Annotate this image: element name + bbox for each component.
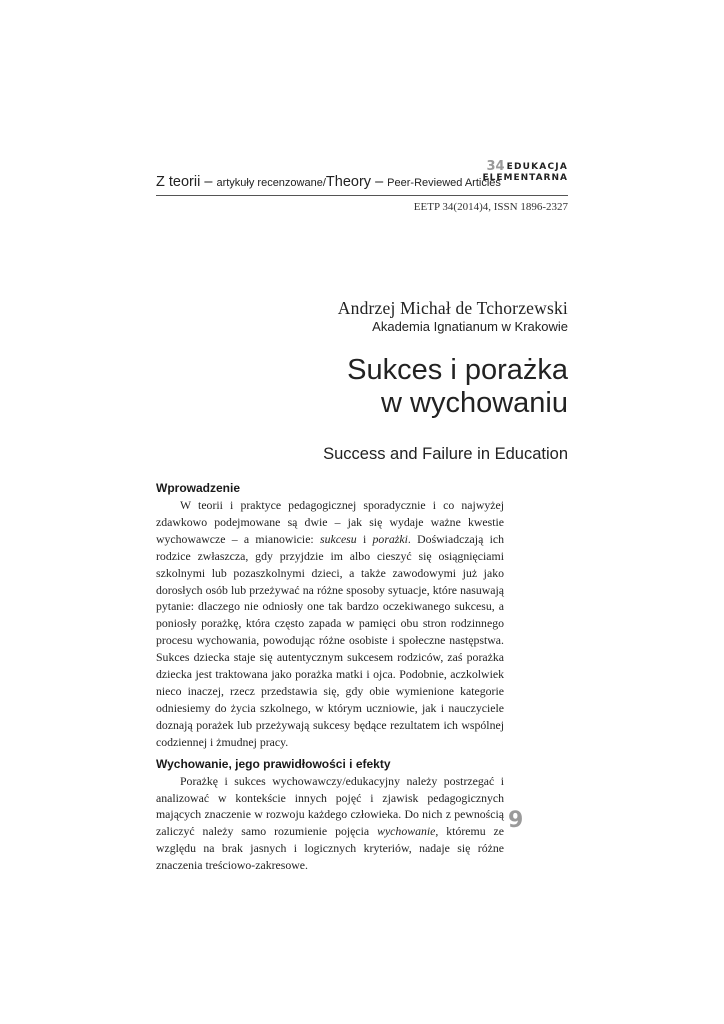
section-heading-introduction: Wprowadzenie — [156, 481, 241, 495]
text-run: Porażkę i sukces wychowawczy/edukacyjny należy postrzegać i analizować w kontekście innych pojęć i zjawisk pedagogicznych mających znaczenie w rozwoju każdego człowieka. Do nich z pewnością zaliczyć należy samo rozumienie pojęcia — [156, 773, 504, 839]
emphasis-term: sukcesu — [319, 531, 357, 546]
dash: – — [200, 174, 217, 190]
text-run: W teorii i praktyce pedagogicznej sporadycznie i co najwyżej zdawkowo podejmowane są dwie – jak się wydaje ważne kwestie wychowawcze – a mianowicie: — [156, 498, 504, 546]
title-line-2: w wychowaniu — [381, 387, 568, 419]
text-run: , któremu ze względu na brak jasnych i logicznych kryteriów, nadaje się różne znaczenia treściowo-zakresowe. — [156, 824, 504, 873]
running-head — [156, 160, 568, 200]
section-label-en: Theory — [325, 174, 372, 190]
dash: – — [371, 174, 388, 190]
section-sublabel-pl: artykuły recenzowane/ — [216, 177, 326, 189]
section-label-pl: Z teorii — [156, 174, 201, 190]
text-run: i — [356, 531, 373, 546]
running-head-text — [156, 173, 501, 191]
article-title — [347, 354, 568, 420]
section-heading-upbringing: Wychowanie, jego prawidłowości i efekty — [156, 756, 391, 771]
page-number: 9 — [508, 808, 524, 833]
citation-line: EETP 34(2014)4, ISSN 1896-2327 — [413, 201, 568, 213]
paragraph-introduction — [156, 497, 504, 751]
emphasis-term: wychowanie — [377, 824, 436, 839]
issue-number: 34 — [486, 159, 505, 174]
title-line-1: Sukces i porażka — [347, 354, 568, 386]
header-rule — [156, 195, 568, 196]
text-run: . Doświadczają ich rodzice zwłaszcza, gdy przyjdzie im albo cieszyć się osiągnięciami szkolnymi lub pozaszkolnymi dzieci, a także zawodowymi już jako dorosłych osób lub przeżywać na różne sposoby sytuacje, które nasuwają pytanie: dlaczego nie odniosły one tak bardzo oczekiwanego sukcesu, a poniosły porażkę, która często zapada w pamięci obu stron rodzinnego procesu wychowania, powodując różne osobiste i społeczne następstwa. Sukces dziecka staje się autentycznym sukcesem rodziców, zaś porażka dziecka jest traktowana jako porażka matki i ojca. Podobnie, aczkolwiek nieco inaczej, rzecz przedstawia się, gdy obie wymienione kategorie odniesiemy do życia szkolnego, w którym uczniowie, jak i nauczyciele doznają porażek lub przeżywają sukcesy będące rezultatem ich wspólnej codziennej i żmudnej pracy. — [156, 531, 504, 749]
author-name: Andrzej Michał de Tchorzewski — [337, 298, 568, 318]
emphasis-term: porażki — [372, 531, 408, 546]
author-affiliation: Akademia Ignatianum w Krakowie — [372, 319, 568, 334]
english-title: Success and Failure in Education — [323, 445, 568, 463]
brand-line-2: ELEMENTARNA — [482, 173, 568, 183]
journal-logo — [482, 159, 568, 183]
paragraph-upbringing — [156, 773, 504, 874]
article-body — [156, 480, 504, 874]
brand-line-1: EDUKACJA — [506, 162, 568, 172]
section-sublabel-en: Peer-Reviewed Articles — [387, 177, 501, 189]
